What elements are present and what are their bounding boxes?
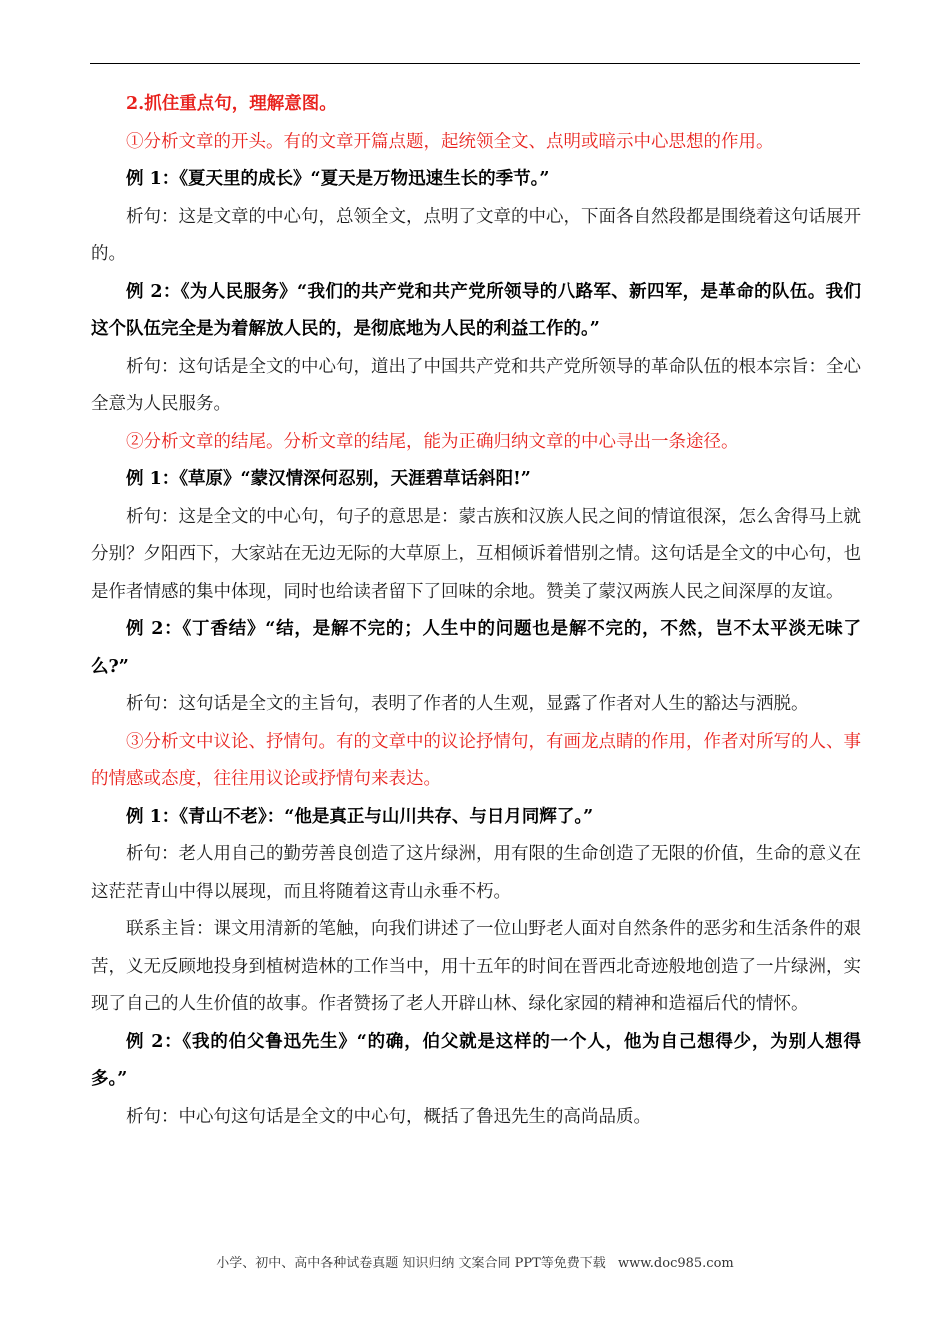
example-sentence: 例 1：《夏天里的成长》“夏天是万物迅速生长的季节。” [126, 169, 550, 189]
analysis-paragraph: 析句：这句话是全文的主旨句，表明了作者的人生观，显露了作者对人生的豁达与洒脱。 [126, 694, 809, 714]
section-heading: 2.抓住重点句，理解意图。 [126, 94, 337, 114]
example-sentence: 例 1：《草原》“蒙汉情深何忍别，天涯碧草话斜阳!” [126, 469, 531, 489]
example-sentence: 例 2：《我的伯父鲁迅先生》“的确，伯父就是这样的一个人，他为自己想得少，为别人想得多。” [91, 1031, 861, 1089]
example-sentence: 例 2：《为人民服务》“我们的共产党和共产党所领导的八路军、新四军，是革命的队伍。我们这个队伍完全是为着解放人民的，是彻底地为人民的利益工作的。” [91, 281, 861, 339]
analysis-paragraph: 析句：这句话是全文的中心句，道出了中国共产党和共产党所领导的革命队伍的根本宗旨：全心全意为人民服务。 [91, 356, 861, 414]
theme-connection-paragraph: 联系主旨：课文用清新的笔触，向我们讲述了一位山野老人面对自然条件的恶劣和生活条件的艰苦，义无反顾地投身到植树造林的工作当中，用十五年的时间在晋西北奇迹般地创造了一片绿洲，实现了自己的人生价值的故事。作者赞扬了老人开辟山林、绿化家园的精神和造福后代的情怀。 [91, 919, 861, 1014]
analysis-paragraph: 析句：老人用自己的勤劳善良创造了这片绿洲，用有限的生命创造了无限的价值，生命的意义在这茫茫青山中得以展现，而且将随着这青山永垂不朽。 [91, 844, 861, 902]
page-footer [0, 1252, 950, 1271]
method-point-3: ③分析文中议论、抒情句。有的文章中的议论抒情句，有画龙点睛的作用，作者对所写的人、事的情感或态度，往往用议论或抒情句来表达。 [91, 731, 861, 789]
example-sentence: 例 2：《丁香结》“结，是解不完的；人生中的问题也是解不完的，不然，岂不太平淡无味了么?” [91, 619, 861, 677]
analysis-paragraph: 析句：中心句这句话是全文的中心句，概括了鲁迅先生的高尚品质。 [126, 1106, 651, 1127]
document-body [91, 86, 861, 1136]
footer-text: 小学、初中、高中各种试卷真题 知识归纳 文案合同 PPT等免费下载 [216, 1256, 606, 1271]
method-point-1: ①分析文章的开头。有的文章开篇点题，起统领全文、点明或暗示中心思想的作用。 [126, 131, 774, 152]
analysis-paragraph: 析句：这是文章的中心句，总领全文，点明了文章的中心，下面各自然段都是围绕着这句话展开的。 [91, 206, 861, 264]
method-point-2: ②分析文章的结尾。分析文章的结尾，能为正确归纳文章的中心寻出一条途径。 [126, 431, 739, 452]
header-rule [90, 63, 860, 64]
example-sentence: 例 1：《青山不老》：“他是真正与山川共存、与日月同辉了。” [126, 806, 594, 827]
footer-url[interactable]: www.doc985.com [617, 1256, 734, 1271]
analysis-paragraph: 析句：这是全文的中心句，句子的意思是：蒙古族和汉族人民之间的情谊很深，怎么舍得马上就分别？夕阳西下，大家站在无边无际的大草原上，互相倾诉着惜别之情。这句话是全文的中心句，也是作者情感的集中体现，同时也给读者留下了回味的余地。赞美了蒙汉两族人民之间深厚的友谊。 [91, 506, 861, 602]
